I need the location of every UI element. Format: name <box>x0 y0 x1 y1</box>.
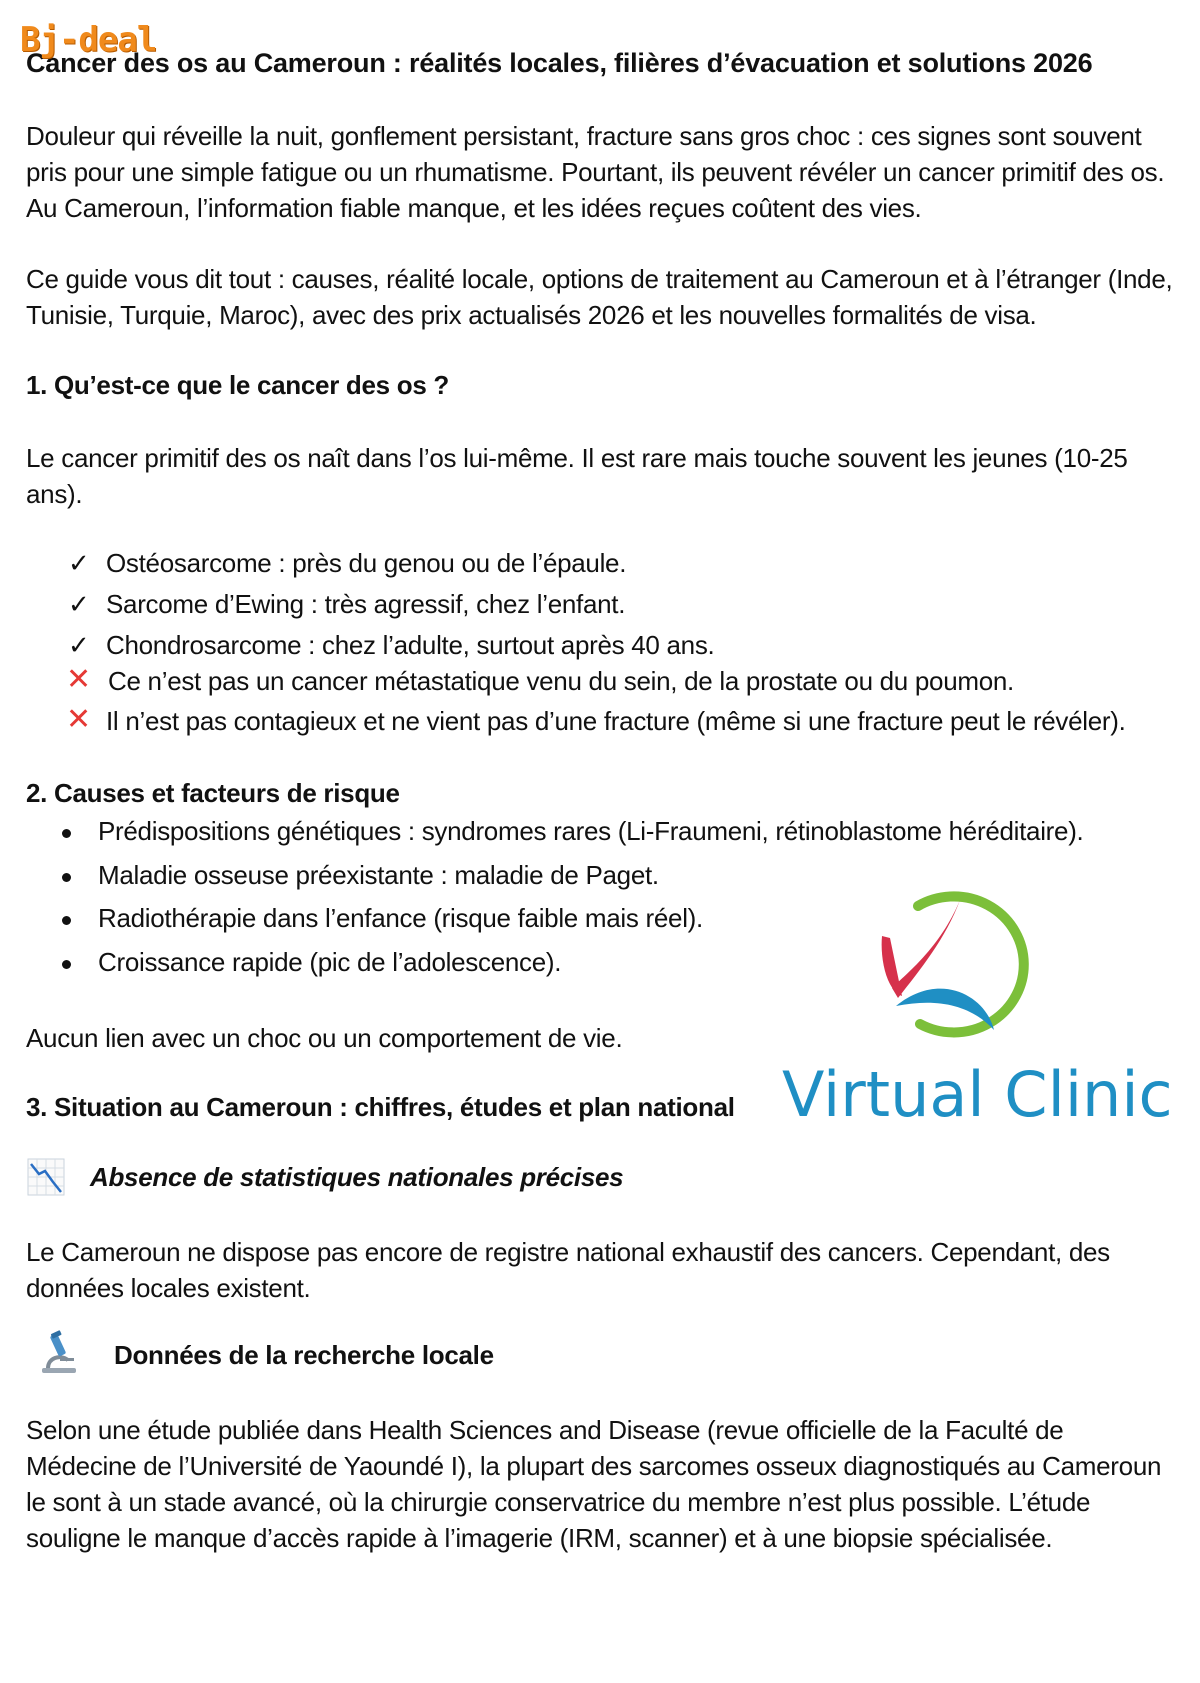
text-line: Médecine de l’Université de Yaoundé I), la plupart des sarcomes osseux diagnostiqués au Cameroun <box>26 1451 1162 1481</box>
subsection-title: Absence de statistiques nationales précises <box>90 1162 624 1192</box>
text-line: souligne le manque d’accès rapide à l’imagerie (IRM, scanner) et à une biopsie spécialisée. <box>26 1523 1053 1553</box>
virtual-clinic-logo-text: Virtual Clinic <box>782 1058 1173 1131</box>
section-3-paragraph-2 <box>26 1412 1186 1556</box>
subsection-title: Données de la recherche locale <box>114 1340 494 1370</box>
checkmark-icon: ✓ <box>68 548 90 578</box>
list-item: Ostéosarcome : près du genou ou de l’épaule. <box>106 548 627 578</box>
bullet-icon <box>62 829 71 838</box>
text-line: ans). <box>26 479 83 509</box>
section-3-heading: 3. Situation au Cameroun : chiffres, études et plan national <box>26 1092 735 1122</box>
intro-paragraph-2 <box>26 261 1186 333</box>
text-line: Le Cameroun ne dispose pas encore de registre national exhaustif des cancers. Cependant, des <box>26 1237 1110 1267</box>
text-line: Douleur qui réveille la nuit, gonflement persistant, fracture sans gros choc : ces signes sont souvent <box>26 121 1142 151</box>
text-line: le sont à un stade avancé, où la chirurgie conservatrice du membre n’est plus possible. L’étude <box>26 1487 1091 1517</box>
section-3-paragraph-1 <box>26 1234 1186 1306</box>
microscope-icon <box>38 1330 80 1374</box>
list-item: Croissance rapide (pic de l’adolescence). <box>98 947 562 977</box>
bullet-icon <box>62 916 71 925</box>
intro-paragraph-1 <box>26 118 1186 226</box>
list-item: Chondrosarcome : chez l’adulte, surtout après 40 ans. <box>106 630 715 660</box>
bullet-icon <box>62 873 71 882</box>
cross-mark-icon: ✕ <box>66 703 92 736</box>
chart-decreasing-icon <box>27 1158 65 1196</box>
list-item: Maladie osseuse préexistante : maladie de Paget. <box>98 860 659 890</box>
page-title: Cancer des os au Cameroun : réalités locales, filières d’évacuation et solutions 2026 <box>26 48 1093 78</box>
text-line: pris pour une simple fatigue ou un rhumatisme. Pourtant, ils peuvent révéler un cancer primitif des os. <box>26 157 1165 187</box>
list-item: Ce n’est pas un cancer métastatique venu du sein, de la prostate ou du poumon. <box>108 666 1014 696</box>
section-2-note: Aucun lien avec un choc ou un comportement de vie. <box>26 1023 623 1053</box>
list-item: Prédispositions génétiques : syndromes rares (Li-Fraumeni, rétinoblastome héréditaire). <box>98 816 1084 846</box>
bullet-icon <box>62 960 71 969</box>
text-line: Le cancer primitif des os naît dans l’os lui-même. Il est rare mais touche souvent les jeunes (10-25 <box>26 443 1128 473</box>
list-item: Radiothérapie dans l’enfance (risque faible mais réel). <box>98 903 703 933</box>
text-line: Selon une étude publiée dans Health Sciences and Disease (revue officielle de la Faculté de <box>26 1415 1064 1445</box>
brand-watermark: Bj-deal <box>20 20 157 60</box>
section-1-paragraph <box>26 440 1186 512</box>
section-1-heading: 1. Qu’est-ce que le cancer des os ? <box>26 370 450 400</box>
section-2-heading: 2. Causes et facteurs de risque <box>26 778 400 808</box>
checkmark-icon: ✓ <box>68 589 90 619</box>
text-line: Ce guide vous dit tout : causes, réalité locale, options de traitement au Cameroun et à l’étranger (Inde, <box>26 264 1173 294</box>
checkmark-icon: ✓ <box>68 630 90 660</box>
list-item: Sarcome d’Ewing : très agressif, chez l’enfant. <box>106 589 626 619</box>
cross-mark-icon: ✕ <box>66 663 92 696</box>
list-item: Il n’est pas contagieux et ne vient pas d’une fracture (même si une fracture peut le révéler). <box>106 706 1126 736</box>
virtual-clinic-logo-mark <box>870 878 1040 1038</box>
text-line: données locales existent. <box>26 1273 311 1303</box>
text-line: Au Cameroun, l’information fiable manque, et les idées reçues coûtent des vies. <box>26 193 922 223</box>
text-line: Tunisie, Turquie, Maroc), avec des prix actualisés 2026 et les nouvelles formalités de visa. <box>26 300 1037 330</box>
